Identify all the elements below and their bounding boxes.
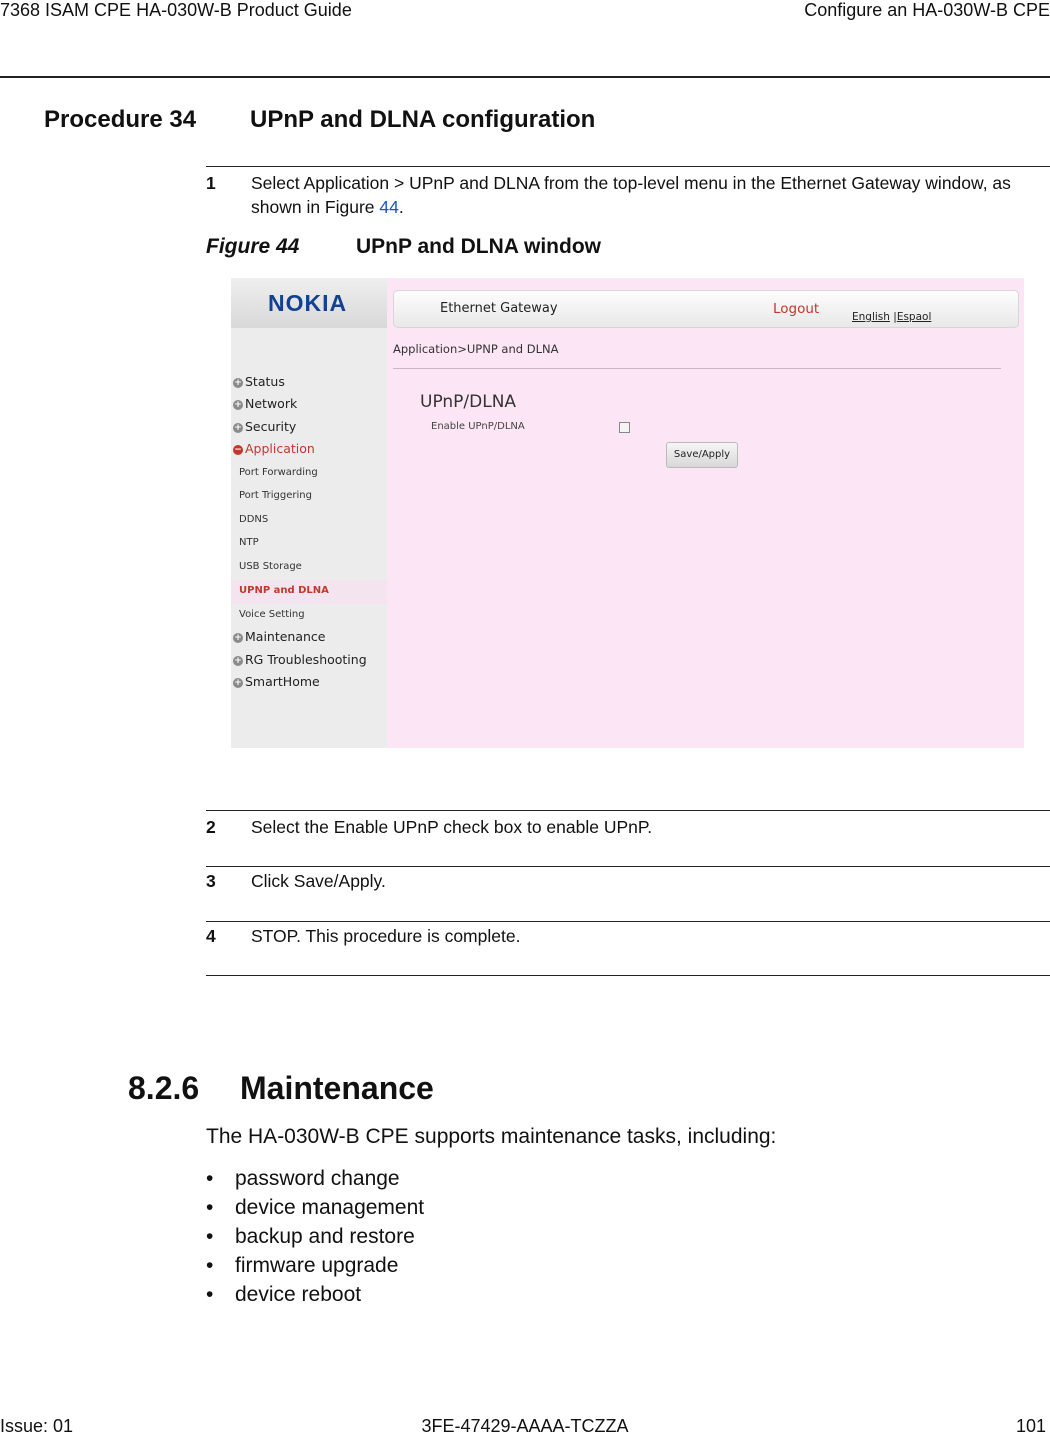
- submenu-port-forwarding[interactable]: Port Forwarding: [239, 467, 318, 478]
- footer-issue: Issue: 01: [0, 1416, 74, 1436]
- breadcrumb: Application>UPNP and DLNA: [393, 342, 559, 356]
- section-title: Maintenance: [240, 1070, 434, 1106]
- procedure-end-rule: [206, 975, 1050, 976]
- expand-icon: +: [234, 400, 242, 410]
- nav-label: Network: [245, 396, 298, 411]
- nav-application[interactable]: [233, 441, 315, 456]
- app-title: Ethernet Gateway: [440, 301, 558, 316]
- section-number: 8.2.6: [128, 1070, 200, 1106]
- nav-label: Status: [245, 374, 285, 389]
- step-text: Click Save/Apply.: [251, 871, 386, 891]
- procedure-title: [44, 106, 595, 134]
- nav-smarthome[interactable]: [233, 674, 320, 689]
- header-left: 7368 ISAM CPE HA-030W-B Product Guide: [0, 0, 352, 20]
- content-divider: [393, 368, 1001, 369]
- expand-icon: +: [234, 678, 242, 688]
- step-1: [206, 171, 1026, 219]
- nav-label: Security: [245, 419, 297, 434]
- procedure-title-text: UPnP and DLNA configuration: [250, 106, 596, 133]
- figure-caption-text: UPnP and DLNA window: [356, 235, 601, 258]
- footer-page-number: 101: [1015, 1416, 1046, 1436]
- lang-english[interactable]: English: [852, 311, 890, 323]
- step-4: [206, 924, 1026, 948]
- logout-link[interactable]: Logout: [773, 301, 820, 317]
- step-2: [206, 815, 1026, 839]
- step-text: STOP. This procedure is complete.: [251, 926, 521, 946]
- procedure-number: Procedure 34: [44, 106, 197, 133]
- nokia-logo: NOKIA: [268, 290, 348, 316]
- nav-maintenance[interactable]: [233, 629, 326, 644]
- step-number: 1: [206, 173, 216, 193]
- submenu-ddns[interactable]: DDNS: [239, 514, 269, 525]
- nav-label: SmartHome: [245, 674, 320, 689]
- submenu-port-triggering[interactable]: Port Triggering: [239, 490, 312, 501]
- step-3: [206, 869, 1026, 893]
- bullet-icon: •: [206, 1254, 214, 1277]
- header-rule: [0, 76, 1050, 78]
- bullet-icon: •: [206, 1225, 214, 1248]
- bullet-text: password change: [235, 1167, 400, 1190]
- bullet-text: device management: [235, 1196, 425, 1219]
- step-number: 4: [206, 926, 216, 946]
- header-right: Configure an HA-030W-B CPE: [804, 0, 1050, 20]
- submenu-ntp[interactable]: NTP: [239, 537, 259, 548]
- step-number: 3: [206, 871, 216, 891]
- step-text: Select Application > UPnP and DLNA from the top-level menu in the Ethernet Gateway window, as shown in Figure: [251, 173, 1011, 217]
- figure-label: Figure 44: [206, 235, 300, 258]
- submenu-voice-setting[interactable]: Voice Setting: [239, 609, 305, 620]
- step-rule: [206, 810, 1050, 811]
- figure-caption: [206, 235, 601, 259]
- expand-icon: +: [234, 423, 242, 433]
- expand-icon: +: [234, 633, 242, 643]
- save-apply-button[interactable]: Save/Apply: [666, 442, 738, 468]
- collapse-icon: −: [234, 445, 242, 455]
- step-rule: [206, 921, 1050, 922]
- submenu-usb-storage[interactable]: USB Storage: [239, 561, 302, 572]
- bullet-icon: •: [206, 1196, 214, 1219]
- nav-security[interactable]: [233, 419, 296, 434]
- step-number: 2: [206, 817, 216, 837]
- section-intro: The HA-030W-B CPE supports maintenance tasks, including:: [206, 1125, 777, 1148]
- bullet-text: firmware upgrade: [235, 1254, 399, 1277]
- step-text-end: .: [398, 197, 404, 217]
- nav-label: Maintenance: [245, 629, 326, 644]
- step-rule: [206, 166, 1050, 167]
- bullet-icon: •: [206, 1283, 214, 1306]
- figure-link[interactable]: 44: [379, 197, 399, 217]
- nav-network[interactable]: [233, 396, 297, 411]
- router-topbar: [393, 290, 1019, 328]
- enable-upnp-label: Enable UPnP/DLNA: [431, 421, 525, 432]
- nav-status[interactable]: [233, 374, 285, 389]
- bullet-icon: •: [206, 1167, 214, 1190]
- nav-label: RG Troubleshooting: [245, 652, 367, 667]
- submenu-upnp-dlna[interactable]: UPNP and DLNA: [239, 585, 329, 596]
- router-screenshot: [231, 278, 1024, 748]
- bullet-text: device reboot: [235, 1283, 362, 1306]
- nav-rg-troubleshooting[interactable]: [233, 652, 367, 667]
- bullet-text: backup and restore: [235, 1225, 415, 1248]
- expand-icon: +: [234, 378, 242, 388]
- lang-espanol[interactable]: Espaol: [896, 311, 932, 323]
- step-text: Select the Enable UPnP check box to enable UPnP.: [251, 817, 653, 837]
- nav-label: Application: [245, 441, 315, 456]
- logo-area: [231, 278, 387, 328]
- enable-upnp-checkbox[interactable]: [619, 422, 630, 433]
- section-heading: [128, 1070, 434, 1107]
- page-title: UPnP/DLNA: [420, 392, 517, 412]
- step-rule: [206, 866, 1050, 867]
- expand-icon: +: [234, 656, 242, 666]
- language-switch: [852, 311, 931, 323]
- lang-separator: |: [893, 311, 897, 323]
- footer-doc-id: 3FE-47429-AAAA-TCZZA: [421, 1416, 629, 1436]
